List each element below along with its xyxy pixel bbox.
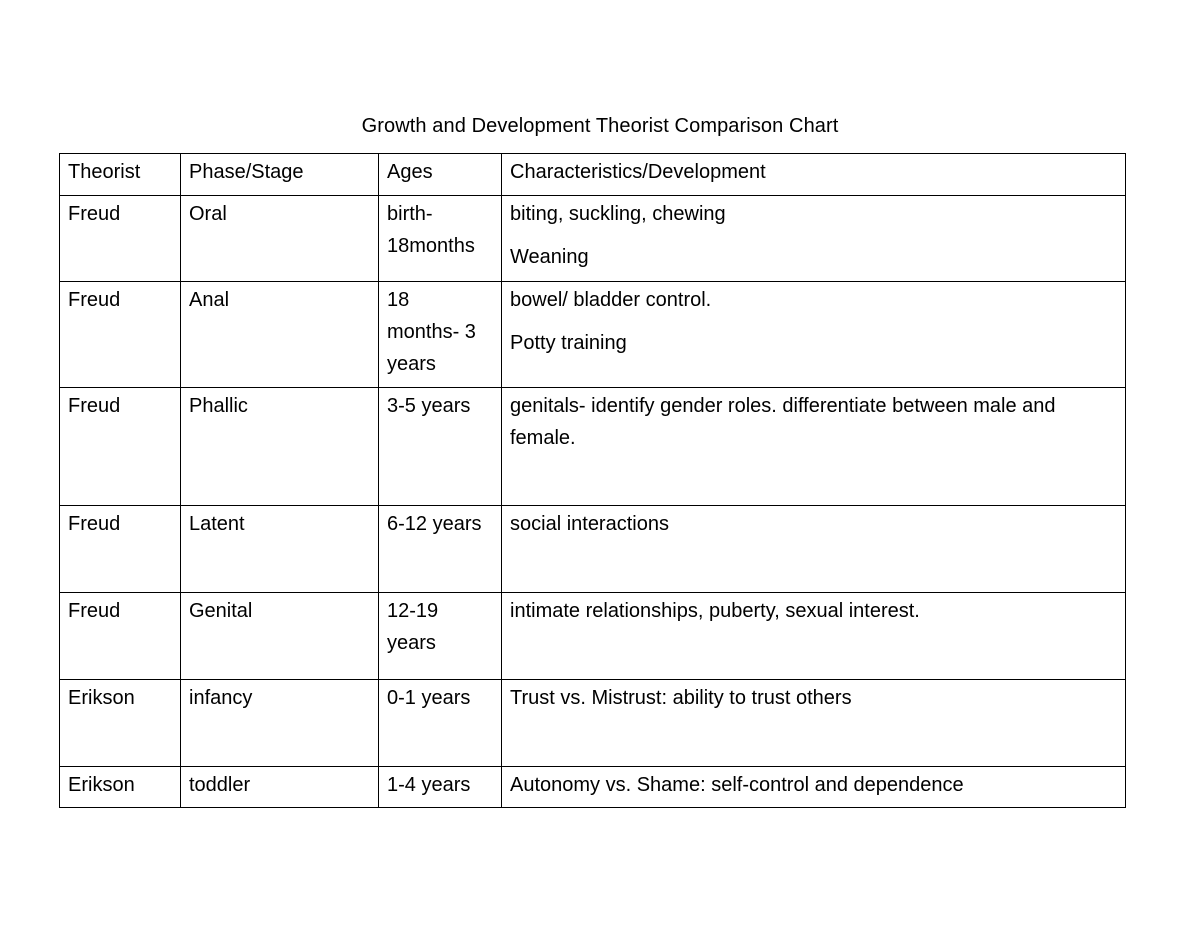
cell-ages: 0-1 years [379, 680, 502, 767]
cell-ages: 1-4 years [379, 767, 502, 808]
cell-phase: infancy [181, 680, 379, 767]
cell-characteristics [502, 506, 1126, 593]
cell-characteristics [502, 767, 1126, 808]
cell-phase: Oral [181, 196, 379, 282]
cell-phase: Anal [181, 282, 379, 388]
cell-ages: birth- 18months [379, 196, 502, 282]
cell-characteristics [502, 282, 1126, 388]
header-theorist: Theorist [60, 154, 181, 196]
cell-phase: Genital [181, 593, 379, 680]
cell-theorist: Freud [60, 593, 181, 680]
characteristic-line: social interactions [510, 513, 669, 535]
page-title: Growth and Development Theorist Comparison Chart [361, 115, 839, 137]
table-header-row [60, 154, 1126, 196]
characteristic-line: bowel/ bladder control. [510, 289, 712, 311]
table-row [60, 767, 1126, 808]
table-row [60, 506, 1126, 593]
cell-theorist: Freud [60, 388, 181, 506]
cell-ages: 3-5 years [379, 388, 502, 506]
characteristic-line: genitals- identify gender roles. differentiate between male and female. [510, 395, 1056, 449]
table-row [60, 680, 1126, 767]
cell-theorist: Freud [60, 506, 181, 593]
characteristic-line: biting, suckling, chewing [510, 203, 726, 225]
cell-phase: toddler [181, 767, 379, 808]
cell-ages: 6-12 years [379, 506, 502, 593]
cell-characteristics [502, 680, 1126, 767]
table-row [60, 593, 1126, 680]
cell-ages: 12-19 years [379, 593, 502, 680]
cell-theorist: Erikson [60, 767, 181, 808]
cell-phase: Phallic [181, 388, 379, 506]
theorist-comparison-table [59, 153, 1126, 808]
header-phase-stage: Phase/Stage [181, 154, 379, 196]
table-row [60, 282, 1126, 388]
table-row [60, 196, 1126, 282]
cell-theorist: Erikson [60, 680, 181, 767]
cell-theorist: Freud [60, 282, 181, 388]
characteristic-line: Autonomy vs. Shame: self-control and dependence [510, 774, 964, 796]
cell-characteristics [502, 196, 1126, 282]
cell-phase: Latent [181, 506, 379, 593]
characteristic-line: Trust vs. Mistrust: ability to trust others [510, 687, 852, 709]
cell-ages: 18 months- 3 years [379, 282, 502, 388]
cell-characteristics [502, 388, 1126, 506]
characteristic-line: Potty training [510, 332, 627, 354]
cell-characteristics [502, 593, 1126, 680]
header-ages: Ages [379, 154, 502, 196]
characteristic-line: Weaning [510, 246, 589, 268]
table-row [60, 388, 1126, 506]
header-characteristics: Characteristics/Development [502, 154, 1126, 196]
cell-theorist: Freud [60, 196, 181, 282]
characteristic-line: intimate relationships, puberty, sexual interest. [510, 600, 920, 622]
